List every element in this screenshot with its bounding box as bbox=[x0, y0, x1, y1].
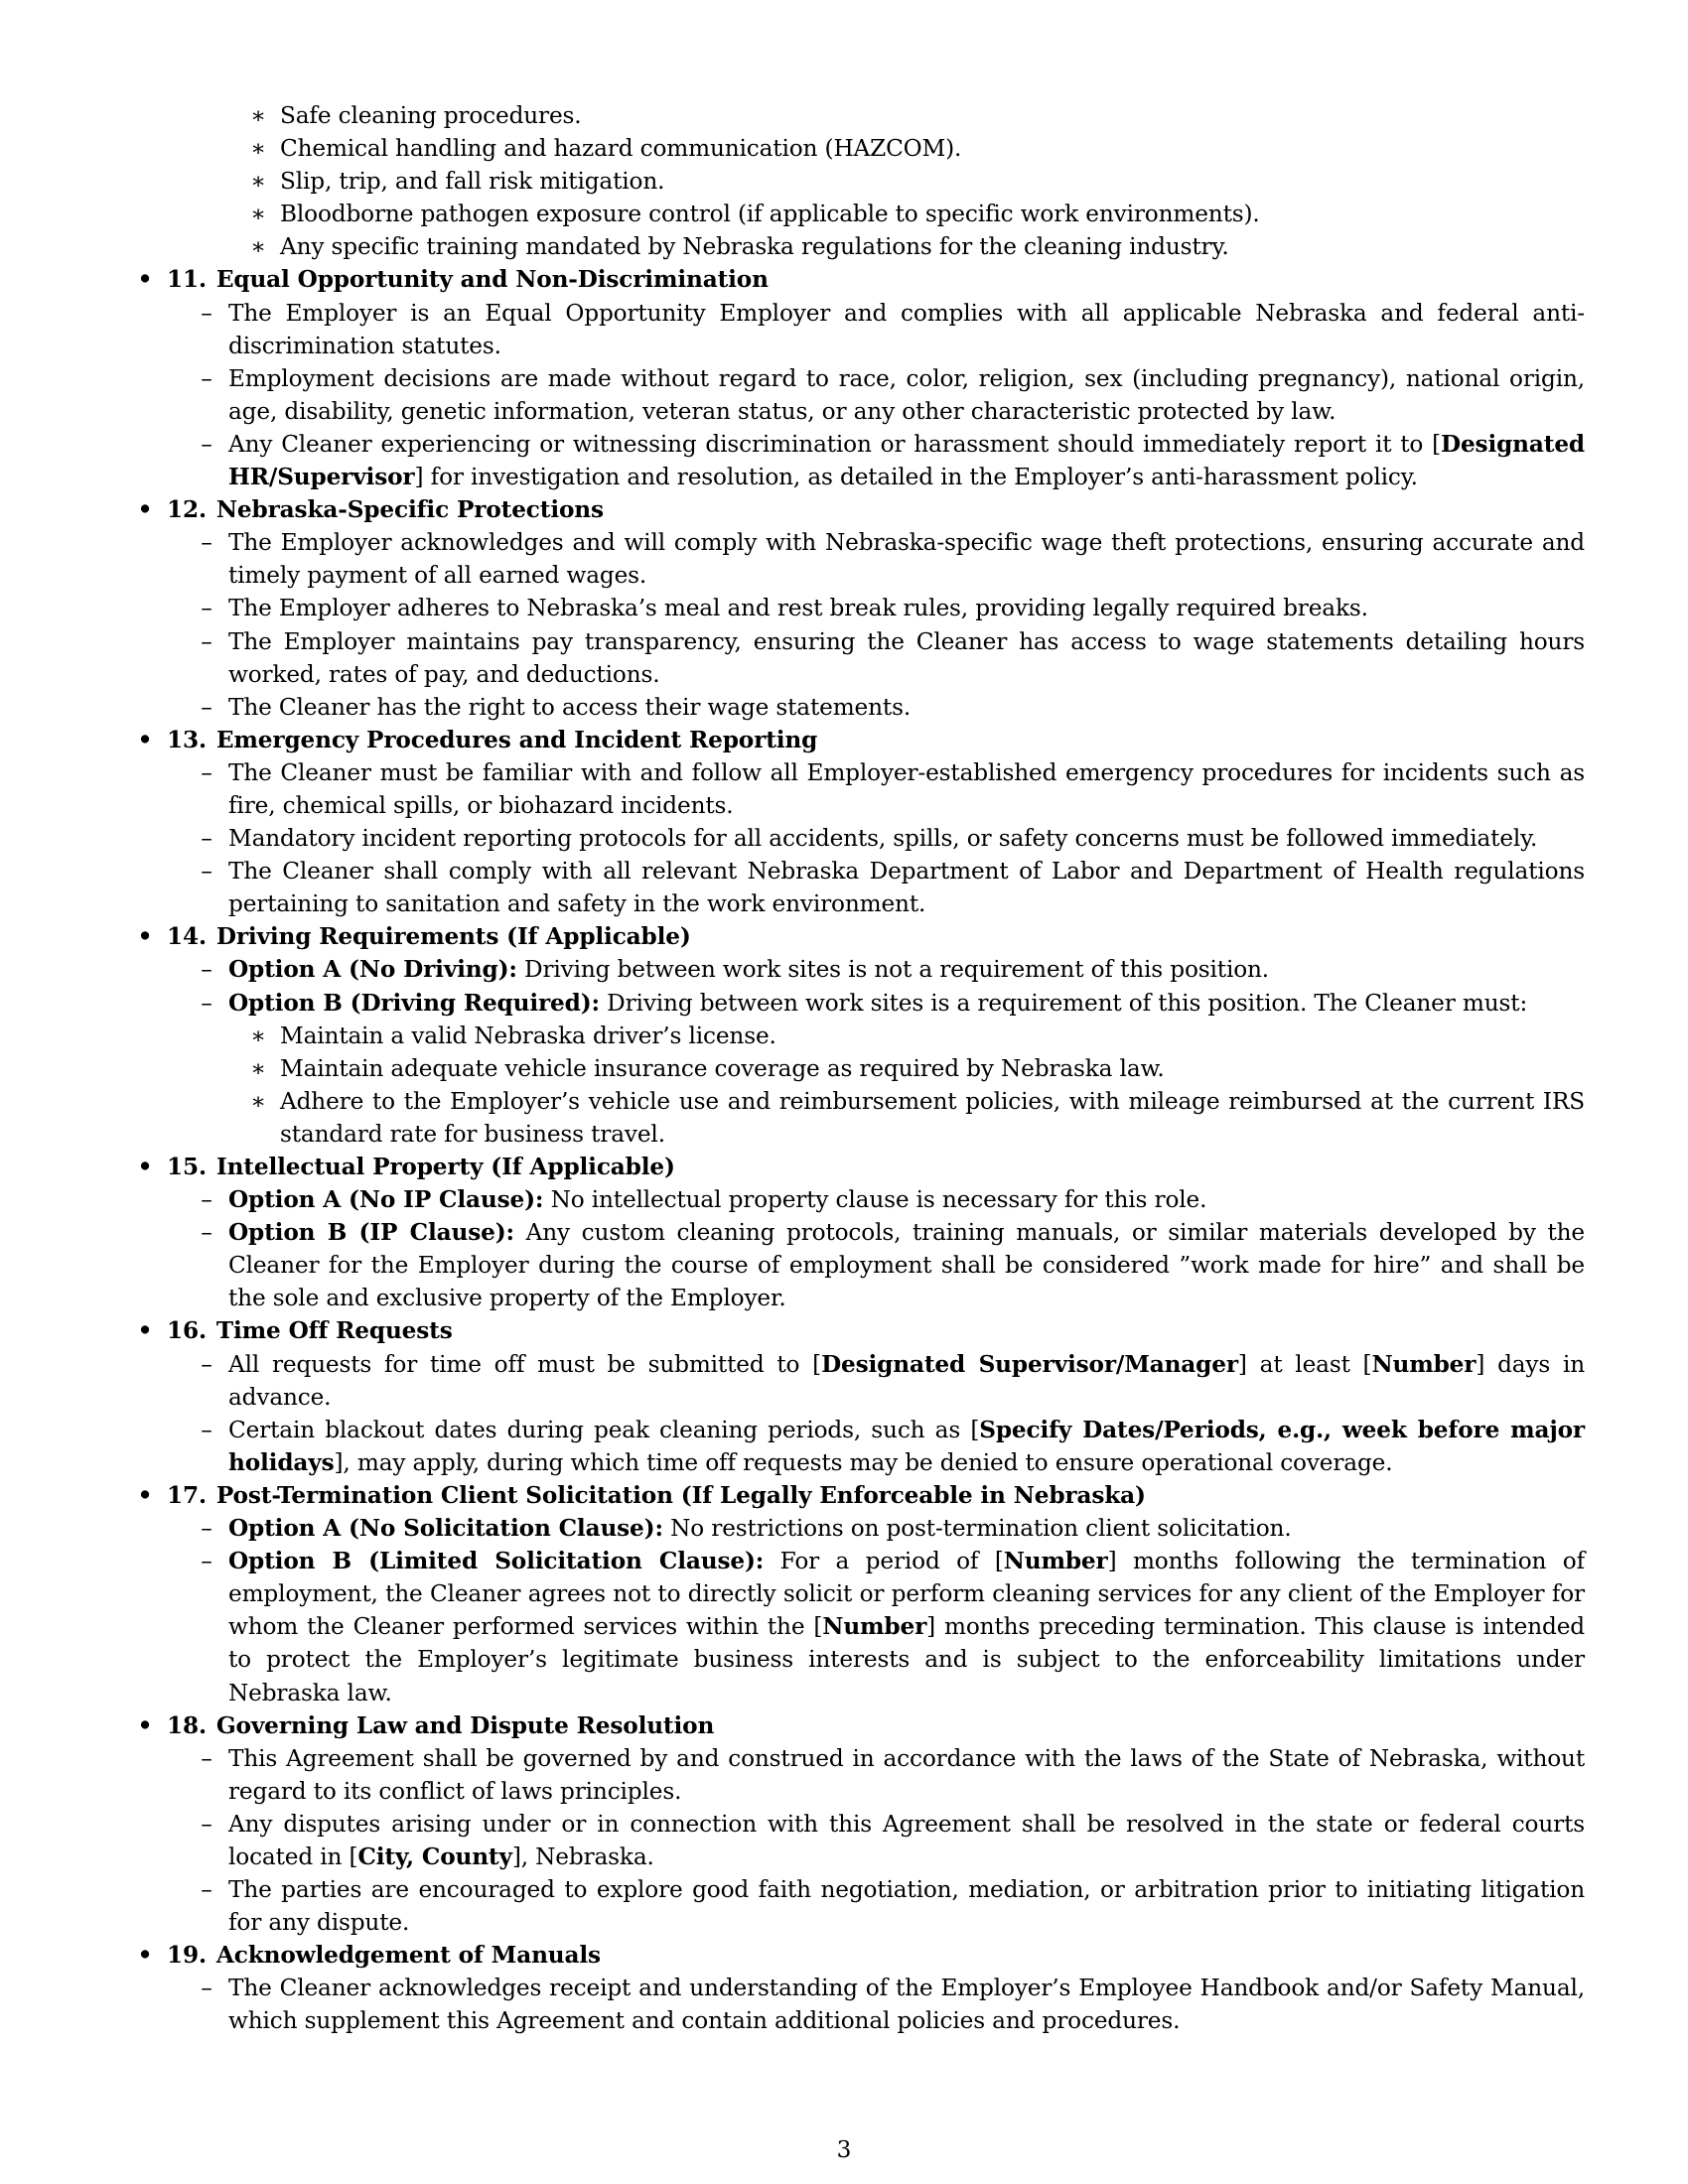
bold-text: Designated HR/Supervisor bbox=[228, 430, 1585, 491]
clause-item-text: Any disputes arising under or in connection with this Agreement shall be resolved in the state or federal courts located in [City, County], Nebraska. bbox=[228, 1810, 1585, 1870]
section-heading bbox=[135, 1151, 1585, 1183]
section-heading bbox=[135, 1939, 1585, 1972]
sub-list-item-text: Any specific training mandated by Nebraska regulations for the cleaning industry. bbox=[280, 233, 1229, 261]
bullet-marker: • bbox=[137, 496, 153, 524]
section-number: 11. bbox=[167, 266, 207, 294]
clause-item bbox=[135, 526, 1585, 592]
clause-item bbox=[135, 756, 1585, 822]
dash-marker: – bbox=[201, 299, 212, 327]
sub-list-item bbox=[135, 99, 1585, 132]
clause-item bbox=[135, 1742, 1585, 1808]
dash-marker: – bbox=[201, 1810, 212, 1838]
clause-item-text: The Cleaner has the right to access their wage statements. bbox=[228, 693, 912, 721]
dash-marker: – bbox=[201, 858, 212, 886]
dash-marker: – bbox=[201, 1876, 212, 1904]
clause-item-text: Option A (No Driving): Driving between work sites is not a requirement of this position. bbox=[228, 956, 1270, 984]
clause-item bbox=[135, 953, 1585, 986]
star-marker: ∗ bbox=[250, 1087, 266, 1115]
bold-text: Number bbox=[822, 1613, 927, 1641]
sub-list-item bbox=[135, 230, 1585, 263]
section-heading bbox=[135, 724, 1585, 756]
star-marker: ∗ bbox=[250, 1022, 266, 1049]
section-title: Equal Opportunity and Non-Discrimination bbox=[215, 266, 769, 294]
clause-item bbox=[135, 1808, 1585, 1873]
dash-marker: – bbox=[201, 693, 212, 721]
dash-marker: – bbox=[201, 989, 212, 1017]
bullet-marker: • bbox=[137, 1711, 153, 1739]
bold-text: Option A (No Solicitation Clause): bbox=[228, 1515, 663, 1543]
star-marker: ∗ bbox=[250, 1054, 266, 1082]
sub-list-item-text: Chemical handling and hazard communication (HAZCOM). bbox=[280, 135, 962, 163]
sub-list-item bbox=[135, 132, 1585, 165]
bold-text: Option A (No IP Clause): bbox=[228, 1186, 544, 1214]
dash-marker: – bbox=[201, 825, 212, 853]
clause-item bbox=[135, 1414, 1585, 1479]
section-heading bbox=[135, 493, 1585, 526]
section-number: 19. bbox=[167, 1942, 207, 1970]
clause-item bbox=[135, 362, 1585, 428]
clause-item bbox=[135, 822, 1585, 855]
sub-list-item bbox=[135, 198, 1585, 230]
clause-item-text: Option A (No Solicitation Clause): No restrictions on post-termination client solicitation. bbox=[228, 1515, 1292, 1543]
bold-text: Option B (Driving Required): bbox=[228, 989, 600, 1017]
bullet-marker: • bbox=[137, 1317, 153, 1345]
clause-item bbox=[135, 592, 1585, 624]
bullet-marker: • bbox=[137, 1154, 153, 1180]
clause-item bbox=[135, 1348, 1585, 1414]
clause-item-text: The Employer is an Equal Opportunity Employer and complies with all applicable Nebraska and federal anti-discrimination statutes. bbox=[228, 299, 1585, 359]
clause-item bbox=[135, 855, 1585, 920]
clause-item bbox=[135, 987, 1585, 1020]
clause-item bbox=[135, 691, 1585, 724]
dash-marker: – bbox=[201, 627, 212, 655]
bold-text: Designated Supervisor/Manager bbox=[821, 1350, 1238, 1378]
star-marker: ∗ bbox=[250, 201, 266, 228]
page-number: 3 bbox=[836, 2136, 852, 2163]
sub-list-item-text: Maintain a valid Nebraska driver’s license. bbox=[280, 1022, 776, 1049]
dash-marker: – bbox=[201, 1515, 212, 1543]
clause-item-text: The Employer maintains pay transparency, ensuring the Cleaner has access to wage statements detailing hours worked, rates of pay, and deductions. bbox=[228, 627, 1585, 688]
dash-marker: – bbox=[201, 1975, 212, 2002]
section-number: 18. bbox=[167, 1711, 207, 1739]
dash-marker: – bbox=[201, 1744, 212, 1772]
section-title: Emergency Procedures and Incident Reporting bbox=[215, 726, 818, 753]
sub-list-item bbox=[135, 165, 1585, 198]
bullet-marker: • bbox=[137, 1481, 153, 1509]
clause-item bbox=[135, 1216, 1585, 1314]
bold-text: Specify Dates/Periods, e.g., week before major holidays bbox=[228, 1416, 1585, 1476]
clause-item-text: The Cleaner acknowledges receipt and understanding of the Employer’s Employee Handbook and/or Safety Manual, which supplement this Agreement and contain additional policies and procedures. bbox=[228, 1975, 1585, 2035]
section-number: 13. bbox=[167, 726, 207, 753]
clause-item-text: The parties are encouraged to explore good faith negotiation, mediation, or arbitration prior to initiating litigation for any dispute. bbox=[228, 1876, 1585, 1937]
section-heading bbox=[135, 1314, 1585, 1347]
bullet-marker: • bbox=[137, 923, 153, 951]
dash-marker: – bbox=[201, 430, 212, 458]
section-title: Acknowledgement of Manuals bbox=[215, 1942, 601, 1970]
star-marker: ∗ bbox=[250, 135, 266, 163]
dash-marker: – bbox=[201, 1219, 212, 1247]
dash-marker: – bbox=[201, 956, 212, 984]
section-heading bbox=[135, 1709, 1585, 1742]
star-marker: ∗ bbox=[250, 102, 266, 129]
dash-marker: – bbox=[201, 529, 212, 557]
star-marker: ∗ bbox=[250, 168, 266, 196]
clause-item-text: Option B (IP Clause): Any custom cleaning protocols, training manuals, or similar materials developed by the Cleaner for the Employer during the course of employment shall be considered ”work made for hire” and shall be the sole and exclusive property of the Employer. bbox=[228, 1219, 1585, 1312]
sub-list-item bbox=[135, 1052, 1585, 1085]
clause-item-text: The Employer adheres to Nebraska’s meal and rest break rules, providing legally required breaks. bbox=[228, 595, 1368, 622]
sub-list-item-text: Bloodborne pathogen exposure control (if applicable to specific work environments). bbox=[280, 201, 1260, 228]
bullet-marker: • bbox=[137, 1942, 153, 1970]
clause-item-text: The Cleaner shall comply with all relevant Nebraska Department of Labor and Department of Health regulations pertaining to sanitation and safety in the work environment. bbox=[228, 858, 1585, 918]
sub-list-item bbox=[135, 1020, 1585, 1052]
clause-item-text: All requests for time off must be submitted to [Designated Supervisor/Manager] at least [Number] days in advance. bbox=[228, 1350, 1586, 1411]
clause-item bbox=[135, 297, 1585, 362]
clause-item bbox=[135, 1183, 1585, 1216]
clause-item bbox=[135, 625, 1585, 691]
clause-item-text: The Cleaner must be familiar with and follow all Employer-established emergency procedures for incidents such as fire, chemical spills, or biohazard incidents. bbox=[228, 758, 1585, 819]
clause-item-text: Option B (Driving Required): Driving between work sites is a requirement of this position. The Cleaner must: bbox=[228, 989, 1528, 1017]
sub-list-item bbox=[135, 1085, 1585, 1151]
section-number: 17. bbox=[167, 1481, 207, 1509]
section-heading bbox=[135, 920, 1585, 953]
section-number: 16. bbox=[167, 1317, 207, 1345]
section-heading bbox=[135, 263, 1585, 296]
clause-item bbox=[135, 1873, 1585, 1939]
bold-text: Option B (Limited Solicitation Clause): bbox=[228, 1548, 765, 1575]
clause-item bbox=[135, 428, 1585, 493]
bold-text: Number bbox=[1003, 1548, 1108, 1575]
clause-item-text: The Employer acknowledges and will comply with Nebraska-specific wage theft protections, ensuring accurate and timely payment of all earned wages. bbox=[228, 529, 1585, 590]
dash-marker: – bbox=[201, 364, 212, 392]
clause-item-text: This Agreement shall be governed by and construed in accordance with the laws of the State of Nebraska, without regard to its conflict of laws principles. bbox=[228, 1744, 1585, 1805]
clause-item bbox=[135, 1545, 1585, 1708]
document-body bbox=[135, 99, 1585, 2038]
clause-item-text: Option B (Limited Solicitation Clause): For a period of [Number] months following the termination of employment, the Cleaner agrees not to directly solicit or perform cleaning services for any client of the Employer for whom the Cleaner performed services within the [Number] months preceding termination. This clause is intended to protect the Employer’s legitimate business interests and is subject to the enforceability limitations under Nebraska law. bbox=[228, 1548, 1585, 1706]
sub-list-item-text: Maintain adequate vehicle insurance coverage as required by Nebraska law. bbox=[280, 1054, 1165, 1082]
section-number: 12. bbox=[167, 496, 207, 524]
bullet-marker: • bbox=[137, 266, 153, 294]
section-number: 15. bbox=[167, 1154, 207, 1180]
section-title: Governing Law and Dispute Resolution bbox=[215, 1711, 715, 1739]
dash-marker: – bbox=[201, 1350, 212, 1378]
bold-text: City, County bbox=[357, 1843, 512, 1870]
clause-item-text: Any Cleaner experiencing or witnessing discrimination or harassment should immediately report it to [Designated HR/Supervisor] for investigation and resolution, as detailed in the Employer’s anti-harassment policy. bbox=[228, 430, 1585, 491]
section-heading bbox=[135, 1479, 1585, 1512]
star-marker: ∗ bbox=[250, 233, 266, 261]
dash-marker: – bbox=[201, 1186, 212, 1214]
bold-text: Option A (No Driving): bbox=[228, 956, 517, 984]
dash-marker: – bbox=[201, 1548, 212, 1575]
clause-item-text: Employment decisions are made without regard to race, color, religion, sex (including pregnancy), national origin, age, disability, genetic information, veteran status, or any other characteristic protected by law. bbox=[228, 364, 1585, 425]
sub-list-item-text: Slip, trip, and fall risk mitigation. bbox=[280, 168, 665, 196]
section-title: Driving Requirements (If Applicable) bbox=[215, 923, 691, 951]
clause-item bbox=[135, 1972, 1585, 2037]
clause-item-text: Mandatory incident reporting protocols for all accidents, spills, or safety concerns must be followed immediately. bbox=[228, 825, 1538, 853]
bold-text: Number bbox=[1371, 1350, 1477, 1378]
section-title: Intellectual Property (If Applicable) bbox=[215, 1154, 675, 1180]
dash-marker: – bbox=[201, 1416, 212, 1443]
dash-marker: – bbox=[201, 595, 212, 622]
bullet-marker: • bbox=[137, 726, 153, 753]
bold-text: Option B (IP Clause): bbox=[228, 1219, 514, 1247]
section-title: Time Off Requests bbox=[215, 1317, 453, 1345]
sub-list-item-text: Adhere to the Employer’s vehicle use and reimbursement policies, with mileage reimbursed at the current IRS standard rate for business travel. bbox=[280, 1087, 1585, 1148]
clause-item-text: Option A (No IP Clause): No intellectual property clause is necessary for this role. bbox=[228, 1186, 1207, 1214]
dash-marker: – bbox=[201, 758, 212, 786]
sub-list-item-text: Safe cleaning procedures. bbox=[280, 102, 582, 129]
clause-item bbox=[135, 1512, 1585, 1545]
section-title: Post-Termination Client Solicitation (If Legally Enforceable in Nebraska) bbox=[215, 1481, 1146, 1509]
section-number: 14. bbox=[167, 923, 207, 951]
clause-item-text: Certain blackout dates during peak cleaning periods, such as [Specify Dates/Periods, e.g., week before major holidays], may apply, during which time off requests may be denied to ensure operational coverage. bbox=[228, 1416, 1585, 1476]
section-title: Nebraska-Specific Protections bbox=[215, 496, 604, 524]
